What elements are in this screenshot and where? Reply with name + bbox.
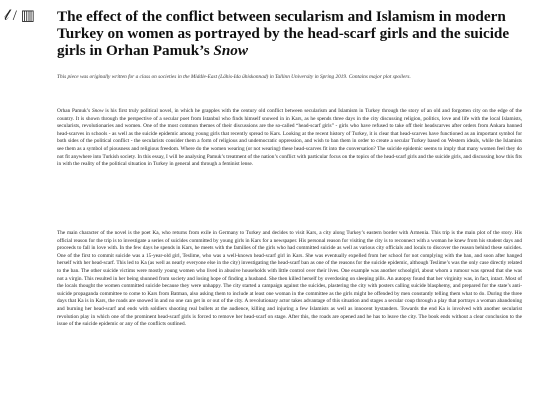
title-book-name: Snow (213, 42, 249, 59)
article-note: This piece was originally written for a class on societies in the Middle-East (Lähis-Ida ühiskonnad) in Tallinn University in Spring 2019. Contains major plot spoilers. (57, 74, 411, 80)
paragraph-1-start: Orhan Pamuk’s (57, 108, 92, 114)
paragraph-1 (57, 108, 522, 169)
paragraph-1-book-name: Snow (92, 108, 104, 114)
title-main: The effect of the conflict between secularism and Islamism in modern Turkey on women as portrayed by the head-scarf girls and the suicide girls in Orhan Pamuk’s (57, 8, 510, 59)
article-title (57, 8, 527, 59)
paragraph-2: The main character of the novel is the poet Ka, who returns from exile in Germany to Turkey and decides to visit Kars, a city along Turkey’s eastern border with Armenia. This trip is the main plot of the story. His official reason for the trip is to investigate a series of suicides committed by young girls in Kars for a newspaper. His personal reason for visiting the city is to reconnect with a woman he knew from his student days and proceeds to fall in love with. In the few days he spends in Kars, he meets with the families of the girls who had committed suicide as well as various city officials and locals to discover the reason behind these suicides. One of the first to commit suicide was a 15-year-old girl, Teslime, who was a well-known head-scarf girl in Kars. She was eventually expelled from her school for not complying with the ban, and soon after hanged herself with her head-scarf. This led to Ka (as well as nearly everyone else in the city) investigating the head-scarf ban as one of the reasons for the suicide epidemic, although Teslime’s was the only case directly related to the ban. The other suicide victims were mostly young women who lived in abusive households with little control over their lives. One example was another schoolgirl, about whom a rumour was spread that she was not a virgin. This resulted in her being shunned from society and losing hope of finding a husband. She then killed herself by overdosing on sleeping pills. An autopsy found that her virginity was, in fact, intact. Most of the locals thought the women committed suicide because they were unhappy. The city started a campaign against the suicides, plastering the city with posters calling suicide blasphemy, and prepared for the state’s anti-suicide propaganda committee to come to Kars from Batman, also asking them to include at least one woman in the committee as the girls might be offended by men constantly telling them what to do. During the three days that Ka is in Kars, the roads are snowed in and no one can get in or out of the city. A revolutionary actor takes advantage of this situation and stages a secular coup through a play that portrays a woman abandoning and burning her head-scarf and ends with soldiers shooting real bullets at the audience, killing and injuring a few Islamists as well as innocent bystanders. Towards the end Ka is involved with another secularist revolution play in which one of the prominent head-scarf girls is forced to remove her head-scarf on stage. After this, the roads are opened and he has to leave the city. The book ends without a clear conclusion to the issue of the suicide epidemic or any of the conflicts outlined. (57, 230, 522, 328)
paragraph-1-rest: is his first truly political novel, in which he grapples with the century old conflict between secularism and Islamism in Turkey through the story of an old and forgotten city on the edge of the country. It is shown through the perspective of a secular poet from Istanbul who finds himself snowed in in Kars, as he spends three days in the city discussing religion, politics, love and life with the local Islamists, secularists, revolutionaries and women. One of the most common themes of their discussions are the so-called “head-scarf girls” - girls who have refused to take off their headscarves after orders from Ankara banned head-scarves in schools - as well as the suicide epidemic among young girls that recently spread to Kars. Looking at the recent history of Turkey, it is clear that head-scarves have functioned as an important symbol for both sides of the political conflict - the secularists consider them a form of religious and undemocratic oppression, and wish to ban them in order to create a secular Turkey based on Western ideals, while the Islamists see them as a symbol of piousness and religious freedom. Where do the women wearing (or not wearing) these head-scarves fit into the conversation? The suicide epidemic seems to imply that many women feel they do not fit anywhere into Turkish society. In this essay, I will be analysing Pamuk’s treatment of the nation’s conflict with particular focus on the topics of the head-scarf girls and the suicide girls, and discussing how this fits in with the reality of the political situation in Turkey in general and through a feminist lense. (57, 108, 523, 168)
site-logo[interactable]: 𝓁 / ▥ (4, 8, 35, 24)
